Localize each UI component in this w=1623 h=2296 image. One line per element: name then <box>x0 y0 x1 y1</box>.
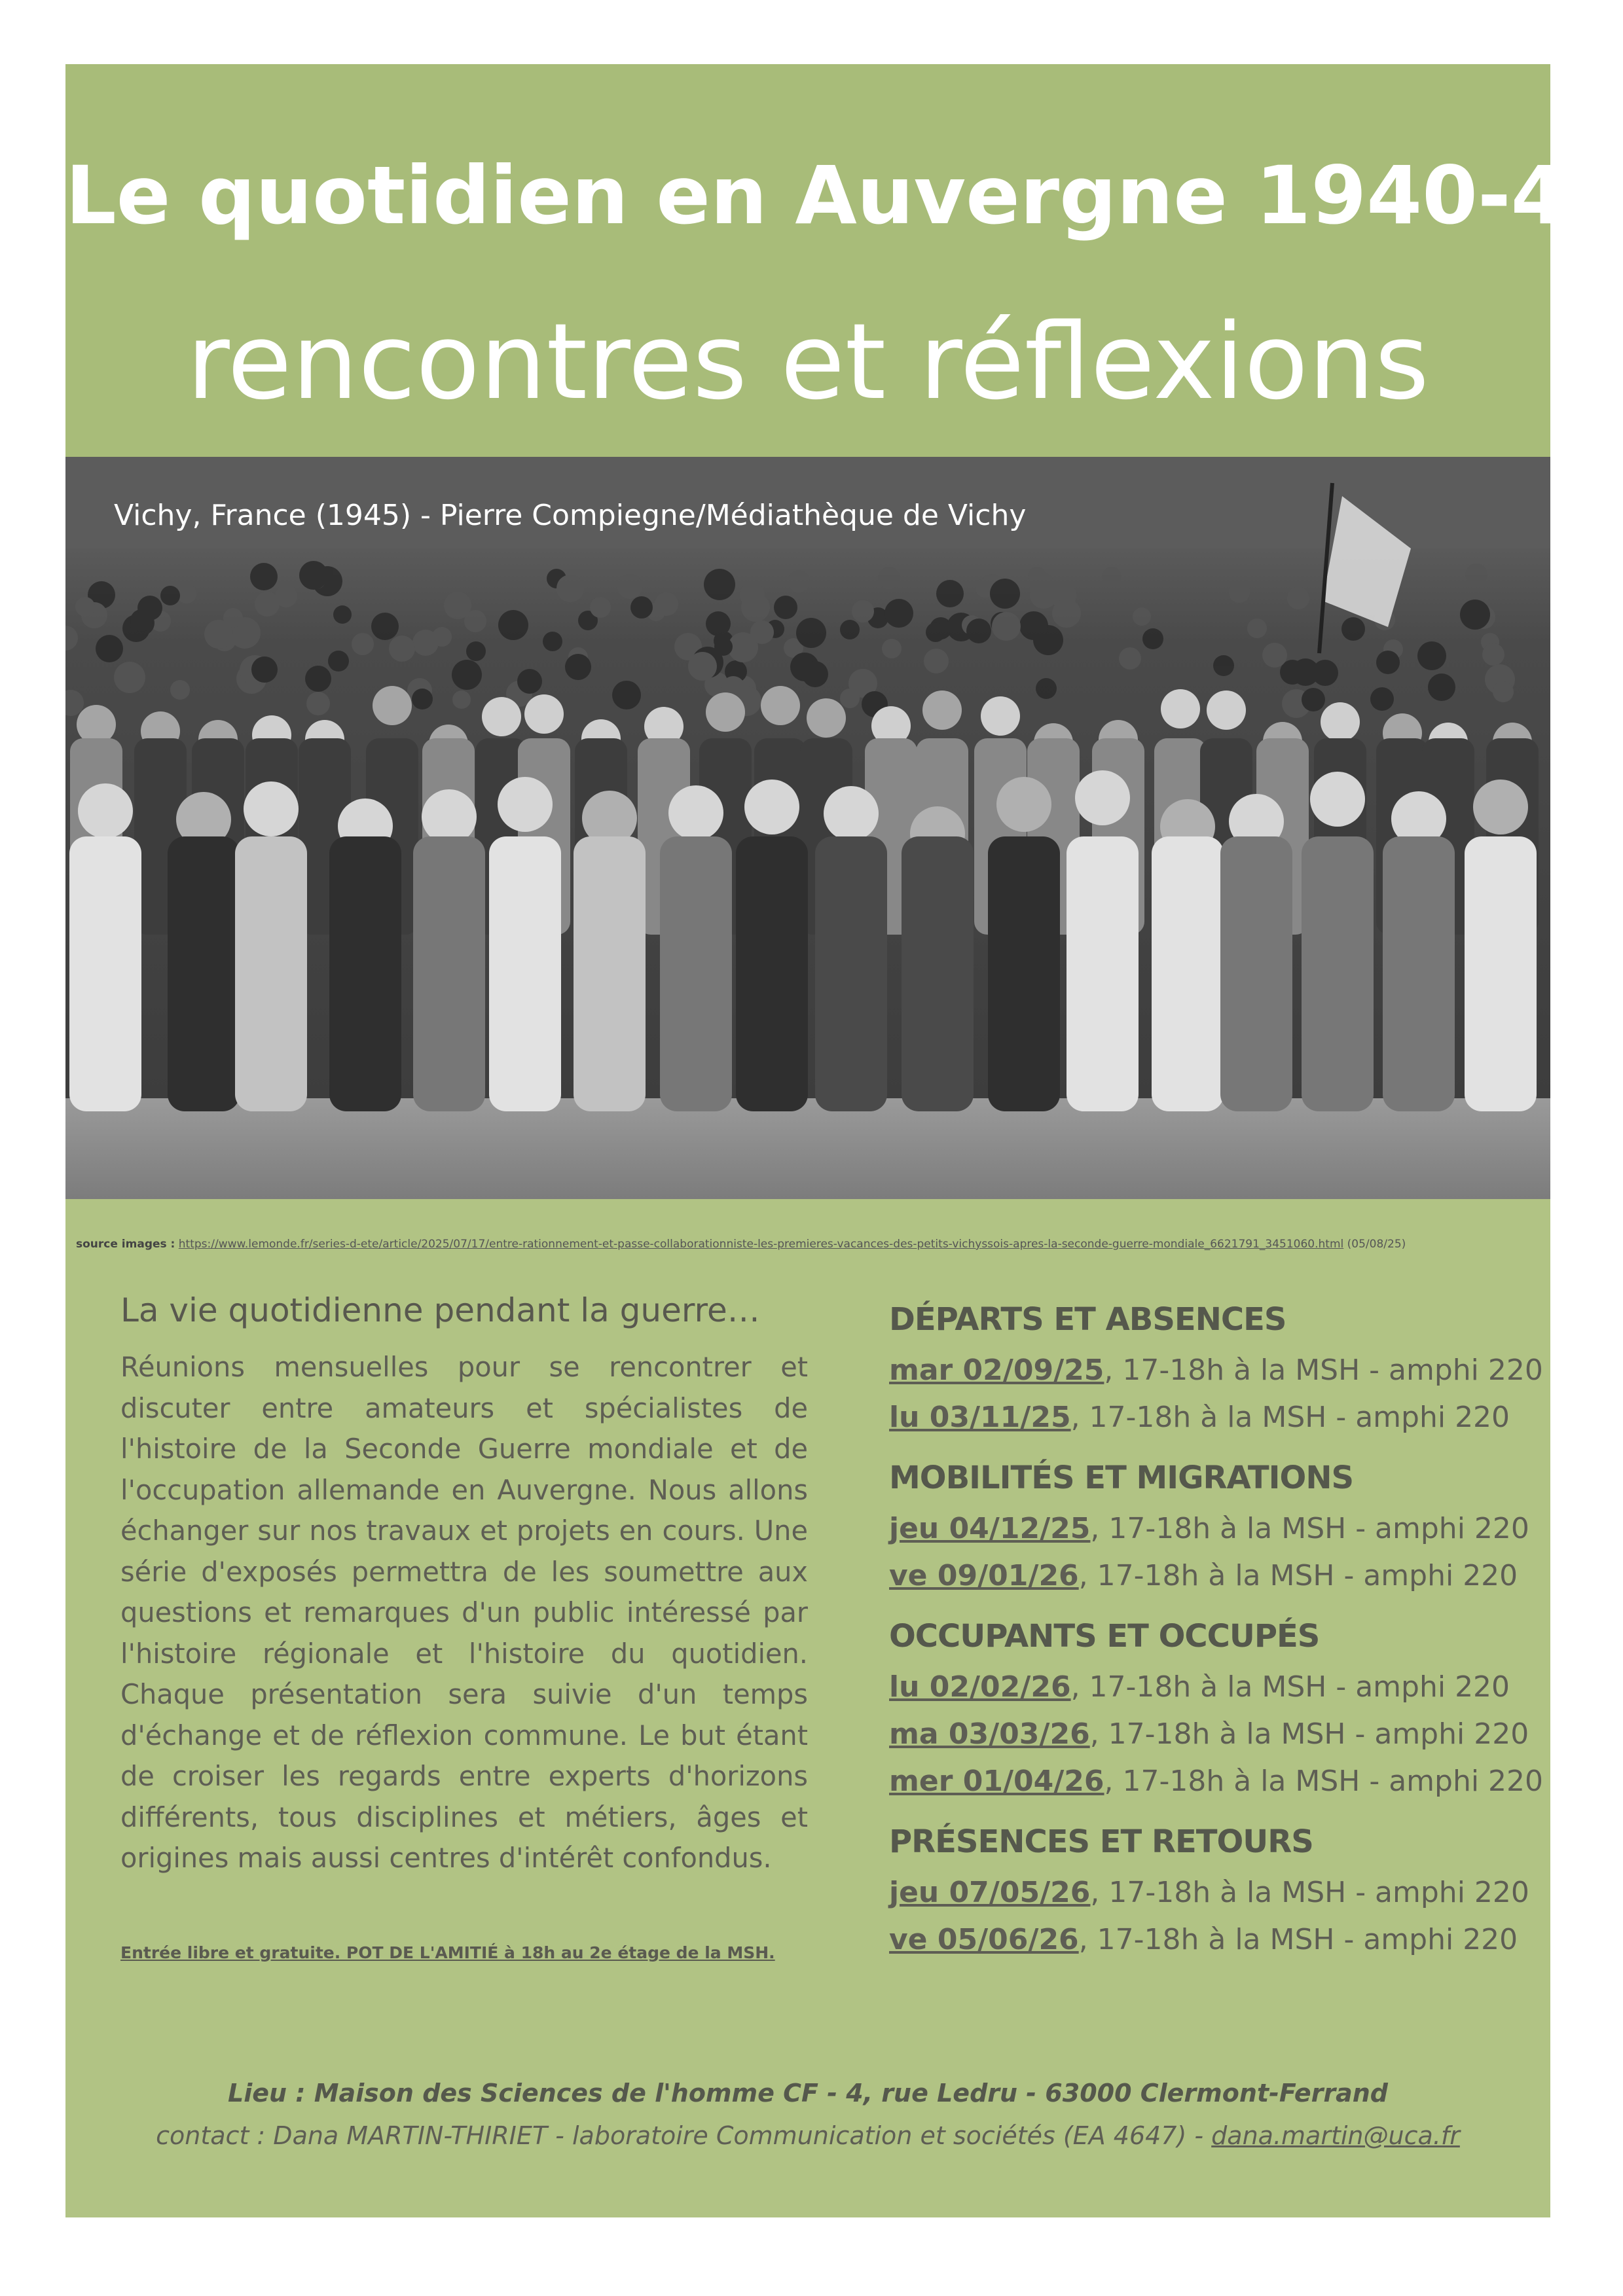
session-date-line <box>889 1758 1544 1805</box>
session-block <box>889 1823 1529 1964</box>
contact-email-link[interactable]: dana.martin@uca.fr <box>1211 2121 1460 2150</box>
session-title: OCCUPANTS ET OCCUPÉS <box>889 1618 1320 1655</box>
session-detail: , 17-18h à la MSH - amphi 220 <box>1104 1765 1544 1798</box>
session-title: MOBILITÉS ET MIGRATIONS <box>889 1460 1354 1496</box>
session-detail: , 17-18h à la MSH - amphi 220 <box>1078 1923 1518 1956</box>
poster <box>65 64 1622 2217</box>
session-date-link[interactable]: ve 05/06/26 <box>889 1923 1079 1956</box>
venue-line: Lieu : Maison des Sciences de l'homme CF - 4, rue Ledru - 63000 Clermont-Ferrand <box>227 2079 1389 2108</box>
session-date-line <box>889 1394 1518 1441</box>
session-date-line <box>889 1347 1543 1394</box>
session-block <box>889 1301 1543 1441</box>
source-label: source images : <box>76 1238 175 1251</box>
session-date-link[interactable]: lu 03/11/25 <box>889 1401 1071 1434</box>
crowd-photo-illustration <box>65 457 1550 1199</box>
sessions-list <box>889 1301 1544 1982</box>
session-title: DÉPARTS ET ABSENCES <box>889 1301 1286 1338</box>
session-date-line <box>889 1711 1529 1758</box>
session-date-line <box>889 1505 1529 1552</box>
session-date-link[interactable]: mer 01/04/26 <box>889 1765 1104 1798</box>
session-date-line <box>889 1916 1518 1964</box>
session-detail: , 17-18h à la MSH - amphi 220 <box>1090 1512 1529 1545</box>
contact-line <box>65 2121 1550 2150</box>
header-banner <box>65 64 1622 457</box>
session-detail: , 17-18h à la MSH - amphi 220 <box>1090 1876 1529 1909</box>
poster-subtitle: rencontres et réflexions <box>187 300 1429 423</box>
poster-title: Le quotidien en Auvergne 1940-45 <box>65 149 1622 242</box>
session-detail: , 17-18h à la MSH - amphi 220 <box>1070 1670 1510 1704</box>
session-date-link[interactable]: jeu 04/12/25 <box>889 1512 1091 1545</box>
source-date: (05/08/25) <box>1347 1238 1406 1251</box>
contact-text: contact : Dana MARTIN-THIRIET - laboratoire Communication et sociétés (EA 4647) - <box>156 2121 1212 2150</box>
entry-note: Entrée libre et gratuite. POT DE L'AMITIÉ à 18h au 2e étage de la MSH. <box>120 1943 775 1962</box>
session-detail: , 17-18h à la MSH - amphi 220 <box>1078 1559 1518 1592</box>
session-date-link[interactable]: lu 02/02/26 <box>889 1670 1071 1704</box>
intro-paragraph: Réunions mensuelles pour se rencontrer et discuter entre amateurs et spécialistes de l'histoire de la Seconde Guerre mondiale et de l'occupation allemande en Auvergne. Nous allons échanger sur nos travaux et projets en cours. Une série d'exposés permettra de les soumettre aux questions et remarques d'un public intéressé par l'histoire régionale et l'histoire du quotidien. Chaque présentation sera suivie d'un temps d'échange et de réflexion commune. Le but étant de croiser les regards entre experts d'horizons différents, tous disciplines et métiers, âges et origines mais aussi centres d'intérêt confondus. <box>120 1351 808 1874</box>
session-block <box>889 1460 1529 1600</box>
session-detail: , 17-18h à la MSH - amphi 220 <box>1104 1354 1543 1387</box>
historical-photo <box>65 457 1550 1199</box>
session-block <box>889 1618 1544 1805</box>
intro-heading: La vie quotidienne pendant la guerre… <box>120 1291 760 1329</box>
session-date-line <box>889 1552 1518 1600</box>
session-detail: , 17-18h à la MSH - amphi 220 <box>1070 1401 1510 1434</box>
session-date-link[interactable]: jeu 07/05/26 <box>889 1876 1091 1909</box>
session-detail: , 17-18h à la MSH - amphi 220 <box>1089 1717 1529 1751</box>
photo-caption: Vichy, France (1945) - Pierre Compiegne/Médiathèque de Vichy <box>114 499 1027 532</box>
session-date-link[interactable]: ve 09/01/26 <box>889 1559 1079 1592</box>
source-line <box>76 1238 1406 1251</box>
session-date-line <box>889 1869 1529 1916</box>
session-date-link[interactable]: ma 03/03/26 <box>889 1717 1090 1751</box>
session-date-line <box>889 1664 1518 1711</box>
source-link[interactable]: https://www.lemonde.fr/series-d-ete/article/2025/07/17/entre-rationnement-et-passe-collaborationniste-les-premieres-vacances-des-petits-vichyssois-apres-la-seconde-guerre-mondiale_6621791_3451060.html <box>178 1238 1344 1251</box>
session-date-link[interactable]: mar 02/09/25 <box>889 1354 1104 1387</box>
session-title: PRÉSENCES ET RETOURS <box>889 1823 1313 1860</box>
